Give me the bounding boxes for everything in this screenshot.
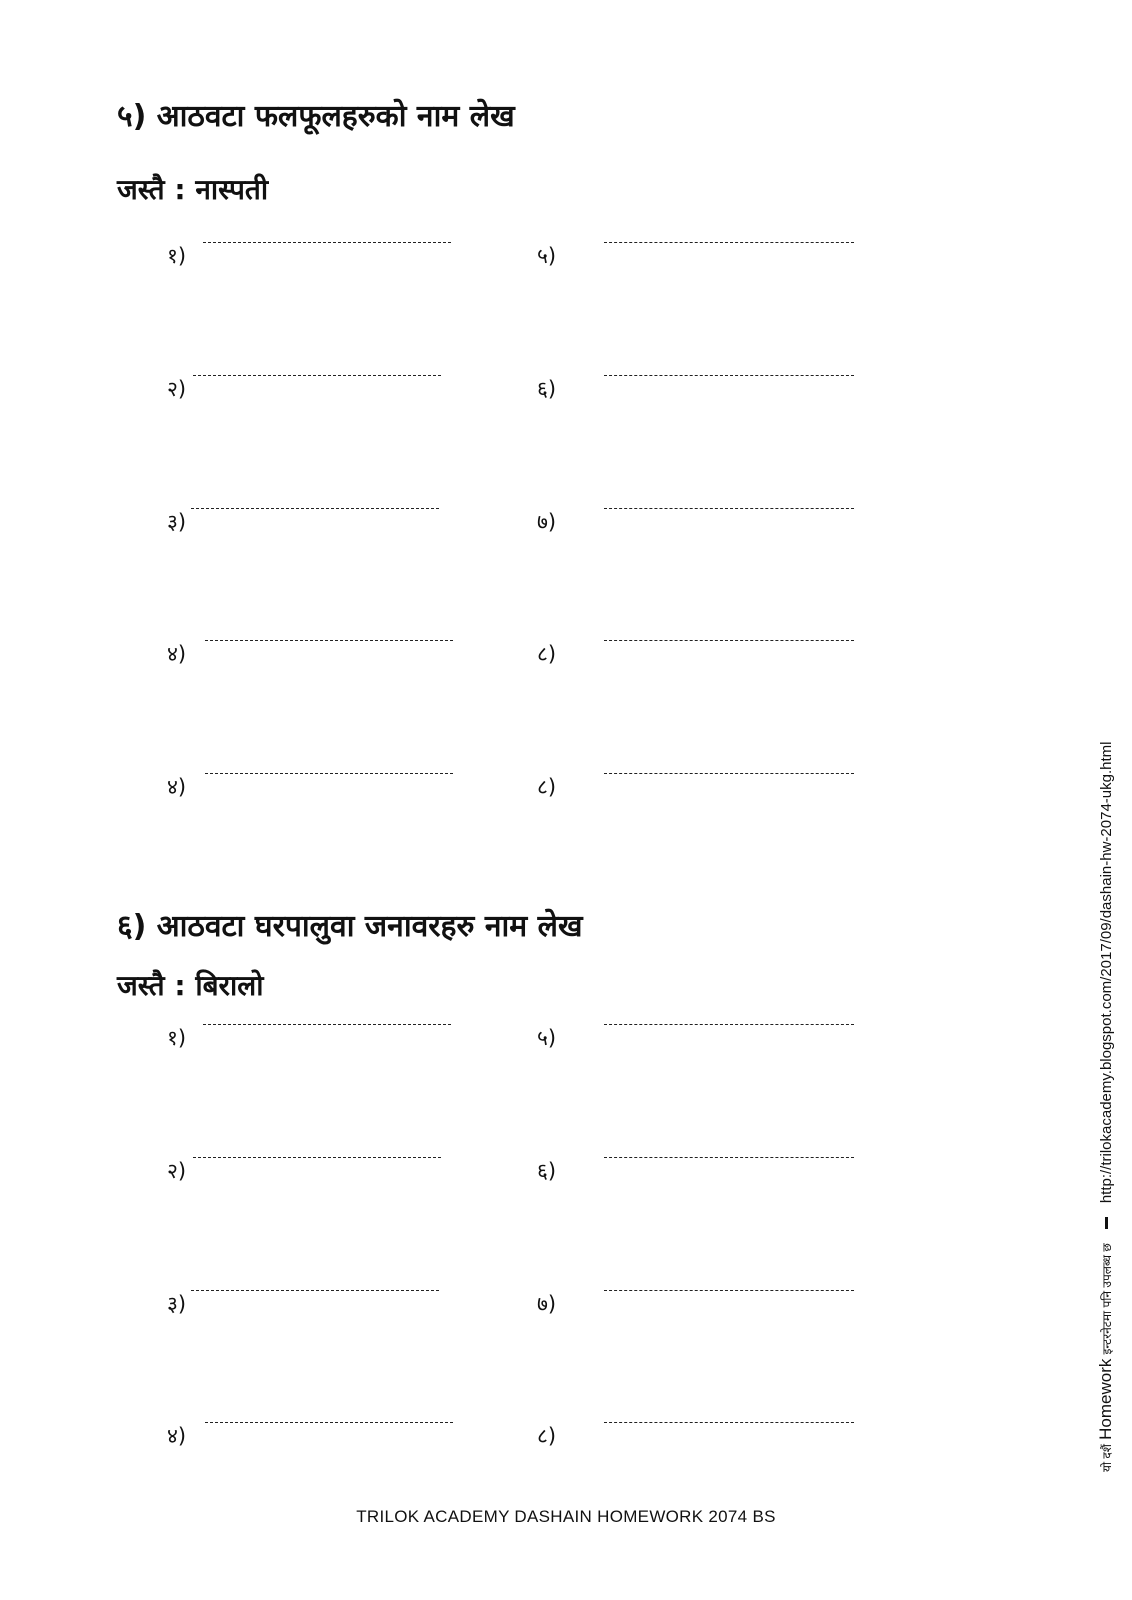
- answer-line[interactable]: [604, 1290, 854, 1291]
- answer-line[interactable]: [604, 640, 854, 641]
- answer-line[interactable]: [604, 1024, 854, 1025]
- answer-line[interactable]: [604, 1422, 854, 1423]
- answer-number: ७): [537, 510, 557, 534]
- answer-number: १): [167, 1026, 187, 1050]
- answer-line[interactable]: [193, 375, 441, 376]
- side-note: [1096, 742, 1116, 1472]
- answer-line[interactable]: [205, 640, 453, 641]
- answer-line[interactable]: [191, 508, 439, 509]
- section-6-example: जस्तै : बिरालो: [117, 969, 264, 1002]
- answer-line[interactable]: [203, 1024, 451, 1025]
- answer-number: ८): [537, 1424, 557, 1448]
- answer-number: १): [167, 244, 187, 268]
- answer-row: [0, 1022, 1132, 1062]
- answer-line[interactable]: [205, 1422, 453, 1423]
- answer-row: [0, 638, 1132, 678]
- answer-number: ८): [537, 775, 557, 799]
- side-note-prefix: यो दशैं: [1099, 1444, 1114, 1472]
- section-5-heading: ५) आठवटा फलफूलहरुको नाम लेख: [117, 99, 515, 134]
- section-5-example: जस्तै : नास्पती: [117, 173, 269, 206]
- answer-number: ३): [167, 510, 187, 534]
- side-note-homework: Homework: [1096, 1358, 1115, 1440]
- answer-row: [0, 373, 1132, 413]
- side-note-url[interactable]: http://trilokacademy.blogspot.com/2017/09/dashain-hw-2074-ukg.html: [1097, 741, 1115, 1204]
- answer-line[interactable]: [604, 1157, 854, 1158]
- answer-number: ४): [167, 642, 187, 666]
- answer-number: ३): [167, 1292, 187, 1316]
- answer-number: ७): [537, 1292, 557, 1316]
- answer-row: [0, 240, 1132, 280]
- answer-line[interactable]: [191, 1290, 439, 1291]
- answer-row: [0, 1288, 1132, 1328]
- answer-line[interactable]: [203, 242, 451, 243]
- side-note-suffix: इन्टरनेटमा पनि उपलब्ध छ: [1099, 1243, 1114, 1355]
- answer-line[interactable]: [604, 375, 854, 376]
- answer-number: ४): [167, 1424, 187, 1448]
- answer-line[interactable]: [604, 242, 854, 243]
- side-note-divider: [1105, 1217, 1108, 1229]
- answer-line[interactable]: [193, 1157, 441, 1158]
- answer-line[interactable]: [604, 508, 854, 509]
- answer-line[interactable]: [205, 773, 453, 774]
- answer-number: ६): [537, 1159, 557, 1183]
- answer-line[interactable]: [604, 773, 854, 774]
- answer-row: [0, 771, 1132, 811]
- answer-number: ५): [537, 1026, 557, 1050]
- answer-row: [0, 1155, 1132, 1195]
- answer-row: [0, 506, 1132, 546]
- answer-number: ६): [537, 377, 557, 401]
- answer-number: ८): [537, 642, 557, 666]
- answer-row: [0, 1420, 1132, 1460]
- answer-number: ४): [167, 775, 187, 799]
- answer-number: ५): [537, 244, 557, 268]
- section-6-heading: ६) आठवटा घरपालुवा जनावरहरु नाम लेख: [117, 909, 583, 944]
- footer-text: TRILOK ACADEMY DASHAIN HOMEWORK 2074 BS: [356, 1507, 776, 1526]
- answer-number: २): [167, 1159, 187, 1183]
- answer-number: २): [167, 377, 187, 401]
